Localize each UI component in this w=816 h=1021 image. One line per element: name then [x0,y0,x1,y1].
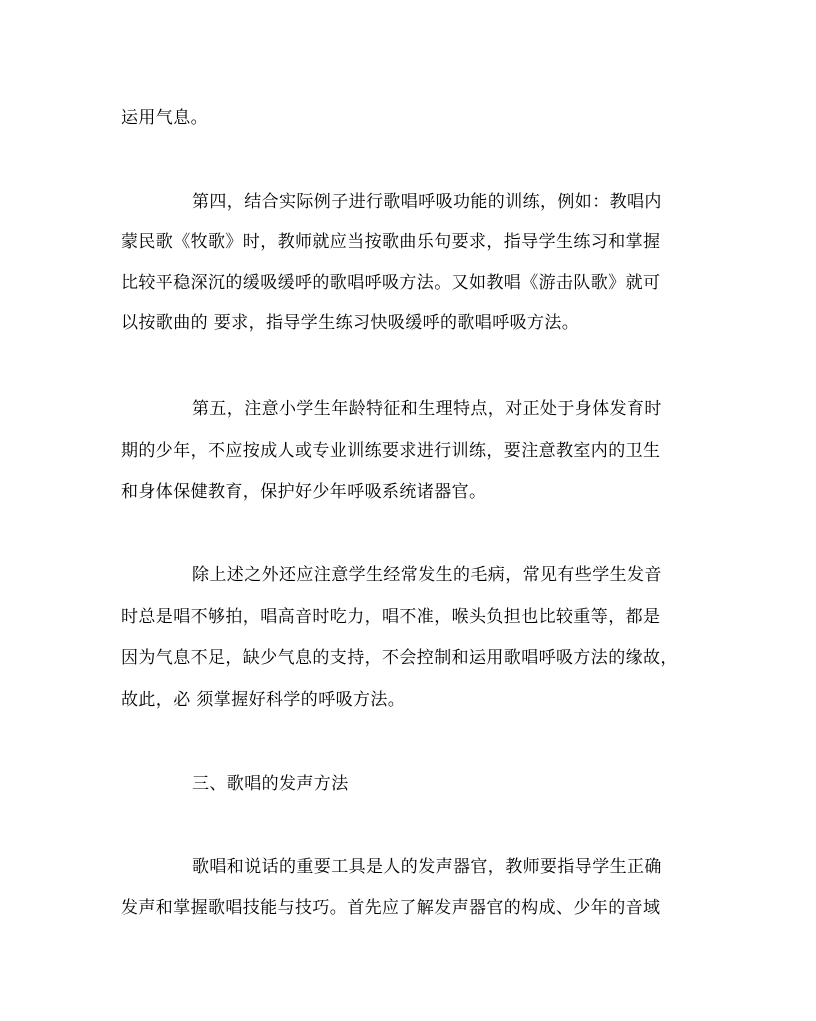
text-line: 因为气息不足，缺少气息的支持，不会控制和运用歌唱呼吸方法的缘故， [121,648,678,668]
text-line: 时总是唱不够拍，唱高音时吃力，唱不准，喉头负担也比较重等，都是 [121,607,661,627]
paragraph-first-line: 第五，注意小学生年龄特征和生理特点，对正处于身体发育时 [192,399,662,419]
text-line: 和身体保健教育，保护好少年呼吸系统诸器官。 [121,482,487,502]
text-line: 蒙民歌《牧歌》时，教师就应当按歌曲乐句要求，指导学生练习和掌握 [121,232,661,252]
text-line: 故此，必 须掌握好科学的呼吸方法。 [121,690,406,710]
section-heading: 三、歌唱的发声方法 [192,774,349,794]
paragraph-first-line: 歌唱和说话的重要工具是人的发声器官，教师要指导学生正确 [192,857,662,877]
text-line: 比较平稳深沉的缓吸缓呼的歌唱呼吸方法。又如教唱《游击队歌》就可 [121,273,661,293]
paragraph-first-line: 除上述之外还应注意学生经常发生的毛病，常见有些学生发音 [192,565,662,585]
text-line: 发声和掌握歌唱技能与技巧。首先应了解发声器官的构成、少年的音域 [121,898,661,918]
paragraph-first-line: 第四，结合实际例子进行歌唱呼吸功能的训练，例如：教唱内 [192,192,662,212]
text-line: 以按歌曲的 要求，指导学生练习快吸缓呼的歌唱呼吸方法。 [121,313,580,333]
text-line: 运用气息。 [121,108,208,128]
text-line: 期的少年，不应按成人或专业训练要求进行训练，要注意教室内的卫生 [121,441,661,461]
